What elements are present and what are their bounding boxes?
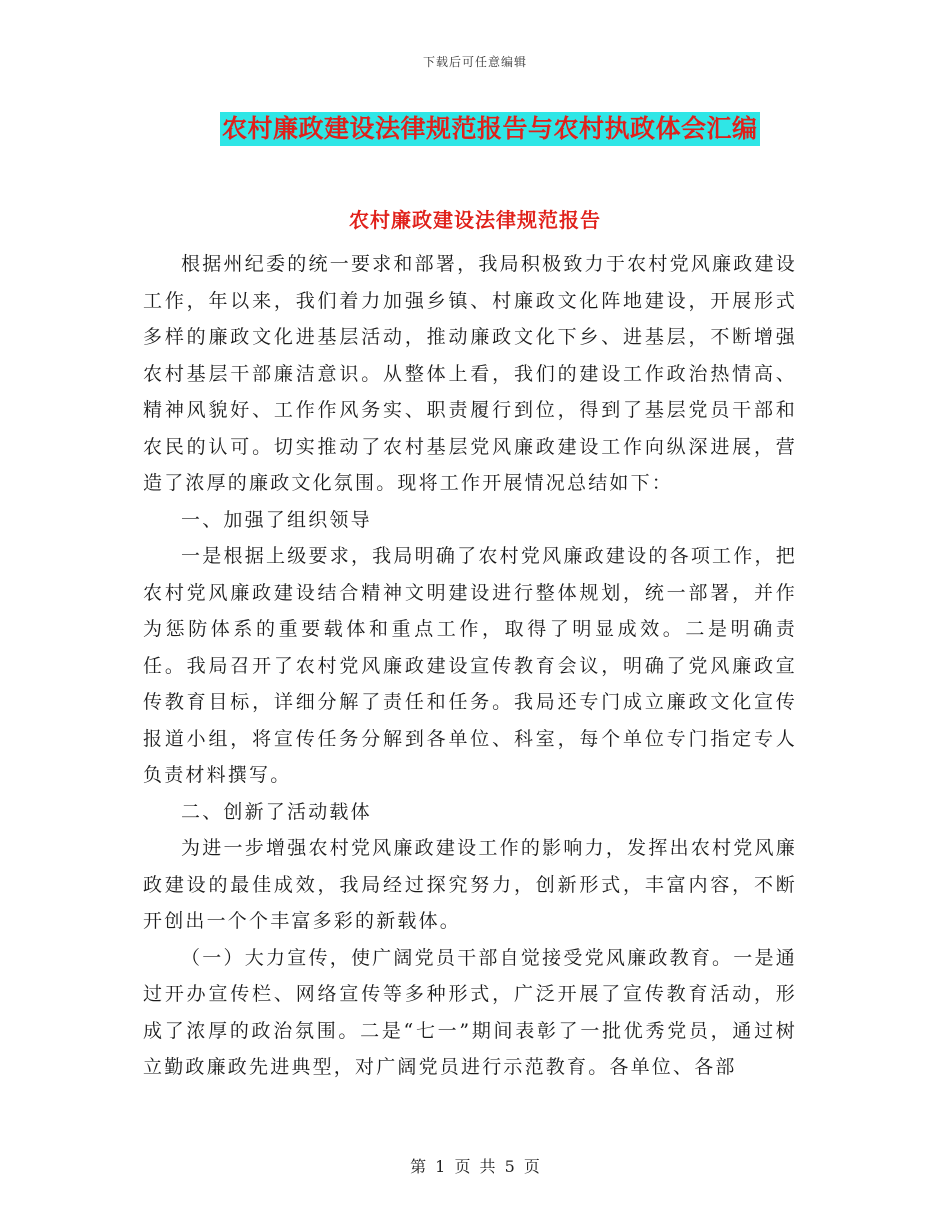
paragraph-activities: 为进一步增强农村党风廉政建设工作的影响力，发挥出农村党风廉政建设的最佳成效，我局经过探究努力，创新形式，丰富内容，不断开创出一个个丰富多彩的新载体。: [143, 837, 797, 932]
paragraph-intro: 根据州纪委的统一要求和部署，我局积极致力于农村党风廉政建设工作，年以来，我们着力加强乡镇、村廉政文化阵地建设，开展形式多样的廉政文化进基层活动，推动廉政文化下乡、进基层，不断增强农村基层干部廉洁意识。从整体上看，我们的建设工作政治热情高、精神风貌好、工作作风务实、职责履行到位，得到了基层党员干部和农民的认可。切实推动了农村基层党风廉政建设工作向纵深进展，营造了浓厚的廉政文化氛围。现将工作开展情况总结如下：: [143, 253, 797, 494]
document-main-title: 农村廉政建设法律规范报告与农村执政体会汇编: [220, 112, 760, 146]
heading-organization: 一、加强了组织领导: [181, 508, 372, 531]
paragraph-publicity: （一）大力宣传，使广阔党员干部自觉接受党风廉政教育。一是通过开办宣传栏、网络宣传等多种形式，广泛开展了宣传教育活动，形成了浓厚的政治氛围。二是“七一”期间表彰了一批优秀党员，通过树立勤政廉政先进典型，对广阔党员进行示范教育。各单位、各部: [143, 946, 797, 1078]
header-note: 下载后可任意编辑: [422, 55, 527, 69]
paragraph-organization: 一是根据上级要求，我局明确了农村党风廉政建设的各项工作，把农村党风廉政建设结合精神文明建设进行整体规划，统一部署，并作为惩防体系的重要载体和重点工作，取得了明显成效。二是明确责任。我局召开了农村党风廉政建设宣传教育会议，明确了党风廉政宣传教育目标，详细分解了责任和任务。我局还专门成立廉政文化宣传报道小组，将宣传任务分解到各单位、科室，每个单位专门指定专人负责材料撰写。: [143, 545, 797, 786]
page-footer: 第 1 页 共 5 页: [410, 1157, 540, 1176]
section-title: 农村廉政建设法律规范报告: [349, 208, 601, 232]
document-body: [143, 246, 797, 1086]
heading-activities: 二、创新了活动载体: [181, 800, 372, 823]
